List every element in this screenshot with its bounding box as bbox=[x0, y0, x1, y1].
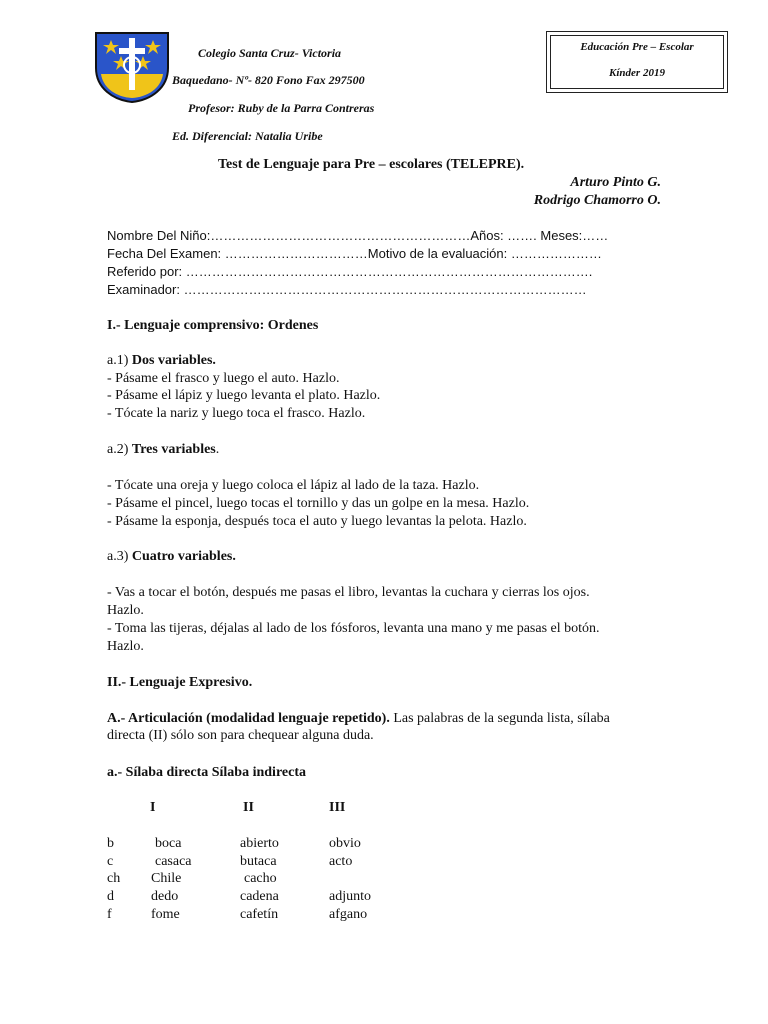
row-word-ii: cafetín bbox=[240, 907, 279, 922]
level-box-line1: Educación Pre – Escolar bbox=[580, 41, 694, 53]
document-title: Test de Lenguaje para Pre – escolares (TELEPRE). bbox=[218, 157, 525, 172]
row-word-ii: abierto bbox=[240, 836, 279, 851]
row-letter: d bbox=[107, 889, 114, 904]
row-letter: ch bbox=[107, 871, 121, 886]
row-word-ii: butaca bbox=[240, 854, 277, 869]
school-address: Baquedano- Nº- 820 Fono Fax 297500 bbox=[172, 73, 365, 87]
column-header: III bbox=[329, 800, 346, 815]
row-word-i: casaca bbox=[155, 854, 192, 869]
form-examiner-line: Examinador: ………………………………………………………………………………… bbox=[107, 282, 587, 297]
row-word-i: Chile bbox=[151, 871, 182, 886]
row-word-i: fome bbox=[151, 907, 180, 922]
level-box bbox=[546, 31, 728, 93]
a3-item: Hazlo. bbox=[107, 639, 144, 654]
a1-item: - Pásame el lápiz y luego levanta el plato. Hazlo. bbox=[107, 388, 381, 403]
syllable-subheading: a.- Sílaba directa Sílaba indirecta bbox=[107, 765, 306, 780]
form-name-line: Nombre Del Niño:……………………………………………………Años: ……. Meses:…… bbox=[107, 228, 609, 243]
a2-item: - Pásame el pincel, luego tocas el tornillo y das un golpe en la mesa. Hazlo. bbox=[107, 496, 530, 511]
author-2: Rodrigo Chamorro O. bbox=[533, 193, 661, 208]
special-ed-name: Ed. Diferencial: Natalia Uribe bbox=[172, 129, 323, 143]
a2-item: - Pásame la esponja, después toca el auto y luego levantas la pelota. Hazlo. bbox=[107, 514, 527, 529]
level-box-line2: Kínder 2019 bbox=[609, 67, 665, 79]
school-name: Colegio Santa Cruz- Victoria bbox=[198, 46, 342, 60]
table-row bbox=[0, 871, 768, 889]
a3-item: - Vas a tocar el botón, después me pasas el libro, levantas la cuchara y cierras los ojos. bbox=[107, 585, 590, 600]
row-letter: f bbox=[107, 907, 112, 922]
author-1: Arturo Pinto G. bbox=[570, 175, 661, 190]
articulation-paragraph-line1: A.- Articulación (modalidad lenguaje repetido). Las palabras de la segunda lista, sílaba bbox=[107, 711, 610, 726]
a3-item: - Toma las tijeras, déjalas al lado de los fósforos, levanta una mano y me pasas el botón. bbox=[107, 621, 600, 636]
a1-heading: a.1) Dos variables. bbox=[107, 353, 216, 368]
row-word-i: boca bbox=[155, 836, 182, 851]
a2-heading: a.2) Tres variables. bbox=[107, 442, 220, 457]
table-row bbox=[0, 854, 768, 872]
column-header: I bbox=[150, 800, 156, 815]
column-header: II bbox=[243, 800, 254, 815]
section1-heading: I.- Lenguaje comprensivo: Ordenes bbox=[107, 318, 319, 333]
articulation-paragraph-line2: directa (II) sólo son para chequear alguna duda. bbox=[107, 728, 374, 743]
section2-heading: II.- Lenguaje Expresivo. bbox=[107, 675, 253, 690]
table-row bbox=[0, 907, 768, 925]
teacher-name: Profesor: Ruby de la Parra Contreras bbox=[188, 101, 375, 115]
row-word-iii: obvio bbox=[329, 836, 361, 851]
row-word-iii: acto bbox=[329, 854, 353, 869]
a3-item: Hazlo. bbox=[107, 603, 144, 618]
row-word-iii: afgano bbox=[329, 907, 368, 922]
row-word-i: dedo bbox=[151, 889, 179, 904]
a2-item: - Tócate una oreja y luego coloca el lápiz al lado de la taza. Hazlo. bbox=[107, 478, 480, 493]
a1-item: - Pásame el frasco y luego el auto. Hazlo. bbox=[107, 371, 340, 386]
row-letter: c bbox=[107, 854, 114, 869]
form-referred-line: Referido por: …………………………………………………………………………………. bbox=[107, 264, 593, 279]
table-row bbox=[0, 836, 768, 854]
row-word-ii: cacho bbox=[244, 871, 277, 886]
school-crest-icon bbox=[93, 30, 171, 104]
form-date-line: Fecha Del Examen: ……………………………Motivo de la evaluación: ………………… bbox=[107, 246, 602, 261]
a3-heading: a.3) Cuatro variables. bbox=[107, 549, 236, 564]
a1-item: - Tócate la nariz y luego toca el frasco. Hazlo. bbox=[107, 406, 366, 421]
row-word-iii: adjunto bbox=[329, 889, 371, 904]
row-word-ii: cadena bbox=[240, 889, 279, 904]
table-row bbox=[0, 889, 768, 907]
row-letter: b bbox=[107, 836, 114, 851]
